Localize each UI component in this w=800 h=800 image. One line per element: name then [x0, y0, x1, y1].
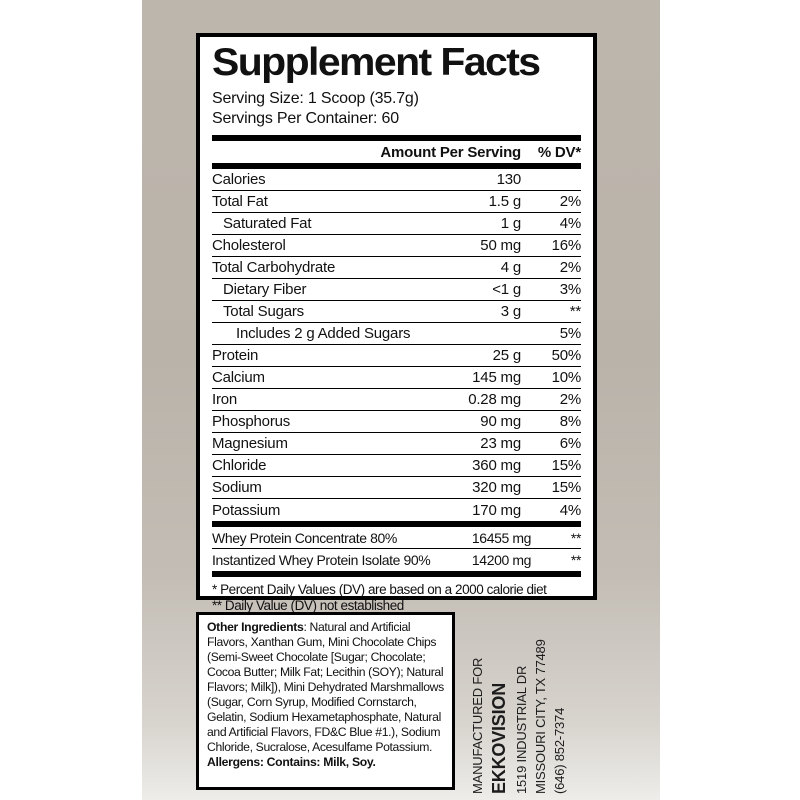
nutrient-name: Calcium — [212, 369, 265, 386]
nutrient-daily-value: ** — [570, 552, 581, 568]
nutrient-amount: 23 mg — [480, 435, 521, 452]
nutrient-amount: 130 — [496, 171, 521, 188]
nutrient-amount: 50 mg — [480, 237, 521, 254]
nutrient-name: Calories — [212, 171, 266, 188]
manufactured-for-text: MANUFACTURED FOR — [470, 657, 485, 794]
nutrient-name: Dietary Fiber — [223, 281, 307, 298]
nutrient-row — [212, 499, 581, 521]
nutrient-row — [212, 549, 581, 571]
protein-blend-table — [212, 527, 581, 571]
supplement-facts-panel — [196, 33, 597, 613]
nutrient-daily-value: 4% — [559, 215, 581, 232]
nutrient-amount: 3 g — [500, 303, 521, 320]
table-header-row — [212, 141, 581, 163]
nutrient-daily-value: 16% — [551, 237, 581, 254]
other-ingredients-text: : Natural and Artificial Flavors, Xanthan Gum, Mini Chocolate Chips (Semi-Sweet Chocolate [Sugar; Chocolate; Cocoa Butter; Milk Fat; Lecithin (SOY); Natural Flavors; Milk]), Mini Dehydrated Marshmallows (Sugar, Corn Syrup, Modified Cornstarch, Gelatin, Sodium Hexametaphosphate, Natural and Artificial Flavors, FD&C Blue #1.), Sodium Chloride, Sucralose, Acesulfame Potassium. — [207, 620, 444, 754]
nutrient-amount: 4 g — [500, 259, 521, 276]
servings-per-container-text: Servings Per Container: 60 — [212, 110, 399, 127]
nutrient-row — [212, 169, 581, 191]
nutrient-name: Protein — [212, 347, 259, 364]
other-ingredients-label: Other Ingredients — [207, 620, 304, 634]
brand-name-text: EKKOVISION — [489, 682, 509, 794]
nutrient-daily-value: 8% — [559, 413, 581, 430]
nutrient-daily-value: 50% — [551, 347, 581, 364]
nutrient-name: Total Sugars — [223, 303, 304, 320]
nutrient-amount: 320 mg — [472, 479, 521, 496]
nutrient-amount: <1 g — [492, 281, 521, 298]
nutrient-daily-value: 15% — [551, 457, 581, 474]
nutrient-row — [212, 279, 581, 301]
nutrient-amount: 170 mg — [472, 501, 521, 519]
nutrient-daily-value: ** — [569, 303, 581, 320]
other-ingredients-paragraph — [207, 620, 444, 754]
nutrient-row — [212, 367, 581, 389]
nutrient-row — [212, 527, 581, 549]
nutrient-daily-value: 6% — [559, 435, 581, 452]
nutrient-daily-value: ** — [570, 529, 581, 546]
supplement-facts-title: Supplement Facts — [212, 41, 540, 84]
phone-text: (646) 852-7374 — [552, 707, 567, 794]
nutrient-name: Magnesium — [212, 435, 288, 452]
nutrient-amount: 90 mg — [480, 413, 521, 430]
nutrient-amount: 360 mg — [472, 457, 521, 474]
nutrient-amount: 0.28 mg — [468, 391, 521, 408]
nutrient-amount: 145 mg — [472, 369, 521, 386]
divider-bar — [212, 571, 581, 577]
nutrient-daily-value: 2% — [559, 391, 581, 408]
amount-per-serving-header: Amount Per Serving — [380, 143, 521, 161]
manufacturer-block — [468, 608, 584, 794]
footnote-not-established: ** Daily Value (DV) not established — [212, 597, 404, 613]
nutrient-row — [212, 345, 581, 367]
nutrient-row — [212, 191, 581, 213]
nutrient-name: Potassium — [212, 501, 281, 519]
nutrient-name: Chloride — [212, 457, 267, 474]
nutrient-row — [212, 323, 581, 345]
nutrient-name: Phosphorus — [212, 413, 291, 430]
nutrient-daily-value: 2% — [559, 193, 581, 210]
nutrient-row — [212, 301, 581, 323]
nutrient-name: Cholesterol — [212, 237, 286, 254]
nutrient-row — [212, 477, 581, 499]
address-line1-text: 1519 INDUSTRIAL DR — [514, 665, 529, 794]
nutrient-amount: 1 g — [500, 215, 521, 232]
nutrient-name: Includes 2 g Added Sugars — [236, 325, 411, 342]
nutrient-daily-value: 2% — [559, 259, 581, 276]
other-ingredients-box — [196, 612, 455, 790]
nutrient-name: Saturated Fat — [223, 215, 312, 232]
nutrient-amount: 14200 mg — [471, 552, 531, 568]
percent-dv-header: % DV* — [537, 143, 581, 161]
nutrient-name: Sodium — [212, 479, 262, 496]
manufacturer-rotated-text — [468, 608, 584, 794]
nutrient-table — [212, 169, 581, 521]
nutrient-amount: 16455 mg — [471, 529, 531, 546]
nutrient-daily-value: 15% — [551, 479, 581, 496]
address-line2-text: MISSOURI CITY, TX 77489 — [533, 639, 548, 794]
nutrient-daily-value: 4% — [559, 501, 581, 519]
nutrient-name: Whey Protein Concentrate 80% — [212, 529, 397, 546]
nutrient-row — [212, 213, 581, 235]
nutrient-daily-value: 10% — [551, 369, 581, 386]
nutrient-name: Instantized Whey Protein Isolate 90% — [212, 552, 431, 568]
footnote-dv: * Percent Daily Values (DV) are based on a 2000 calorie diet — [212, 582, 547, 597]
nutrient-daily-value: 3% — [559, 281, 581, 298]
nutrient-row — [212, 257, 581, 279]
nutrient-row — [212, 235, 581, 257]
nutrient-row — [212, 411, 581, 433]
nutrient-amount: 1.5 g — [488, 193, 521, 210]
nutrient-name: Total Carbohydrate — [212, 259, 336, 276]
nutrient-daily-value: 5% — [559, 325, 581, 342]
nutrient-row — [212, 433, 581, 455]
nutrient-name: Total Fat — [212, 193, 268, 210]
nutrient-amount: 25 g — [492, 347, 521, 364]
nutrient-row — [212, 389, 581, 411]
nutrient-row — [212, 455, 581, 477]
nutrient-name: Iron — [212, 391, 238, 408]
serving-size-text: Serving Size: 1 Scoop (35.7g) — [212, 90, 419, 107]
allergens-text: Allergens: Contains: Milk, Soy. — [207, 755, 376, 769]
